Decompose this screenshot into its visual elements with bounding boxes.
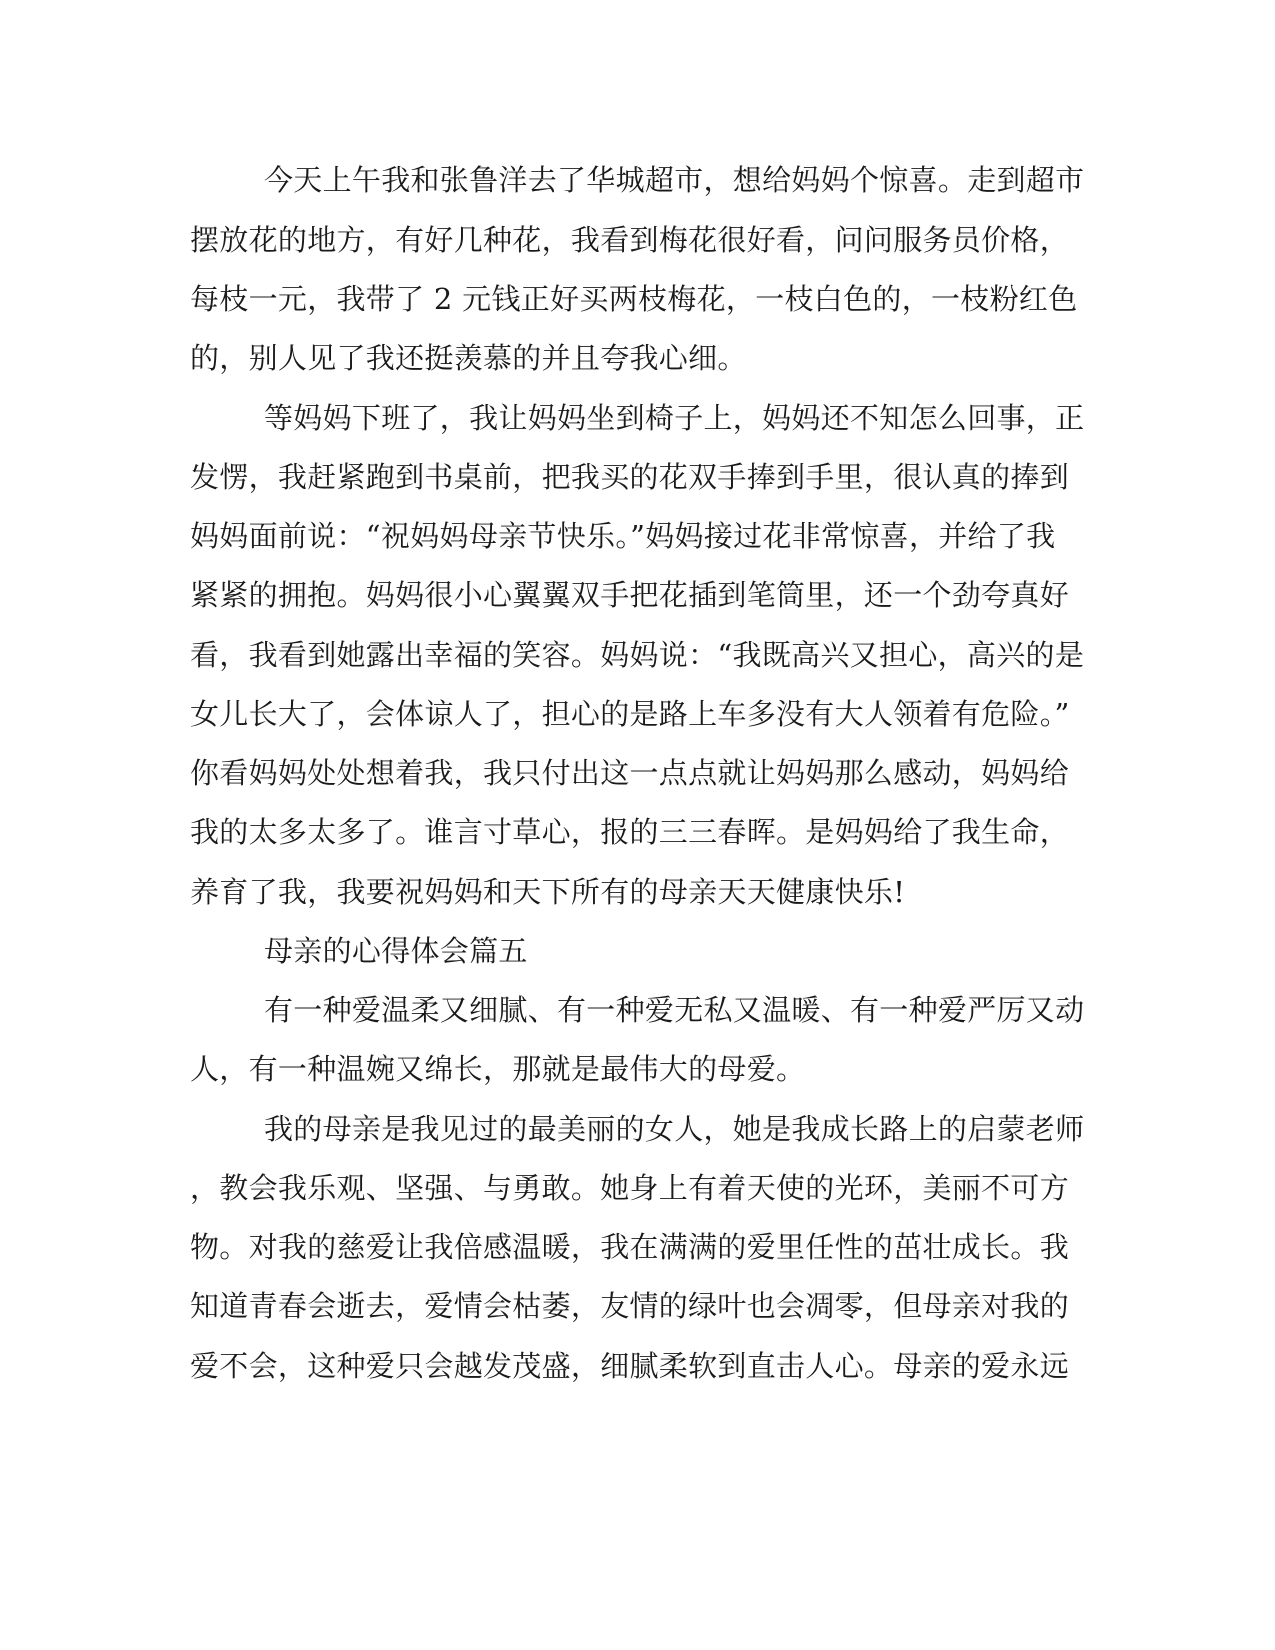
paragraph-line: 养育了我，我要祝妈妈和天下所有的母亲天天健康快乐! <box>190 875 906 909</box>
paragraph-line: 知道青春会逝去，爱情会枯萎，友情的绿叶也会凋零，但母亲对我的 <box>190 1289 1070 1323</box>
paragraph-line: 看，我看到她露出幸福的笑容。妈妈说：“我既高兴又担心，高兴的是 <box>190 638 1085 672</box>
paragraph-line: 人，有一种温婉又绵长，那就是最伟大的母爱。 <box>190 1052 806 1086</box>
paragraph-line: 妈妈面前说：“祝妈妈母亲节快乐。”妈妈接过花非常惊喜，并给了我 <box>190 519 1056 553</box>
paragraph-line: 紧紧的拥抱。妈妈很小心翼翼双手把花插到笔筒里，还一个劲夸真好 <box>190 578 1070 612</box>
paragraph-line: 你看妈妈处处想着我，我只付出这一点点就让妈妈那么感动，妈妈给 <box>190 756 1070 790</box>
paragraph-line: 摆放花的地方，有好几种花，我看到梅花很好看，问问服务员价格， <box>190 223 1070 257</box>
paragraph-line: 今天上午我和张鲁洋去了华城超市，想给妈妈个惊喜。走到超市 <box>264 163 1085 197</box>
paragraph-line: 我的母亲是我见过的最美丽的女人，她是我成长路上的启蒙老师 <box>264 1112 1085 1146</box>
paragraph-line: 物。对我的慈爱让我倍感温暖，我在满满的爱里任性的茁壮成长。我 <box>190 1230 1070 1264</box>
paragraph-line: 爱不会，这种爱只会越发茂盛，细腻柔软到直击人心。母亲的爱永远 <box>190 1349 1070 1383</box>
section-heading: 母亲的心得体会篇五 <box>264 934 528 968</box>
paragraph-line: 发愣，我赶紧跑到书桌前，把我买的花双手捧到手里，很认真的捧到 <box>190 460 1070 494</box>
paragraph-line: ，教会我乐观、坚强、与勇敢。她身上有着天使的光环，美丽不可方 <box>190 1171 1070 1205</box>
paragraph-line: 的，别人见了我还挺羡慕的并且夸我心细。 <box>190 341 747 375</box>
paragraph-line: 女儿长大了，会体谅人了，担心的是路上车多没有大人领着有危险。” <box>190 697 1070 731</box>
paragraph-line: 每枝一元，我带了 2 元钱正好买两枝梅花，一枝白色的，一枝粉红色 <box>190 282 1078 316</box>
paragraph-line: 等妈妈下班了，我让妈妈坐到椅子上，妈妈还不知怎么回事，正 <box>264 401 1085 435</box>
paragraph-line: 我的太多太多了。谁言寸草心，报的三三春晖。是妈妈给了我生命， <box>190 815 1070 849</box>
paragraph-line: 有一种爱温柔又细腻、有一种爱无私又温暖、有一种爱严厉又动 <box>264 993 1085 1027</box>
